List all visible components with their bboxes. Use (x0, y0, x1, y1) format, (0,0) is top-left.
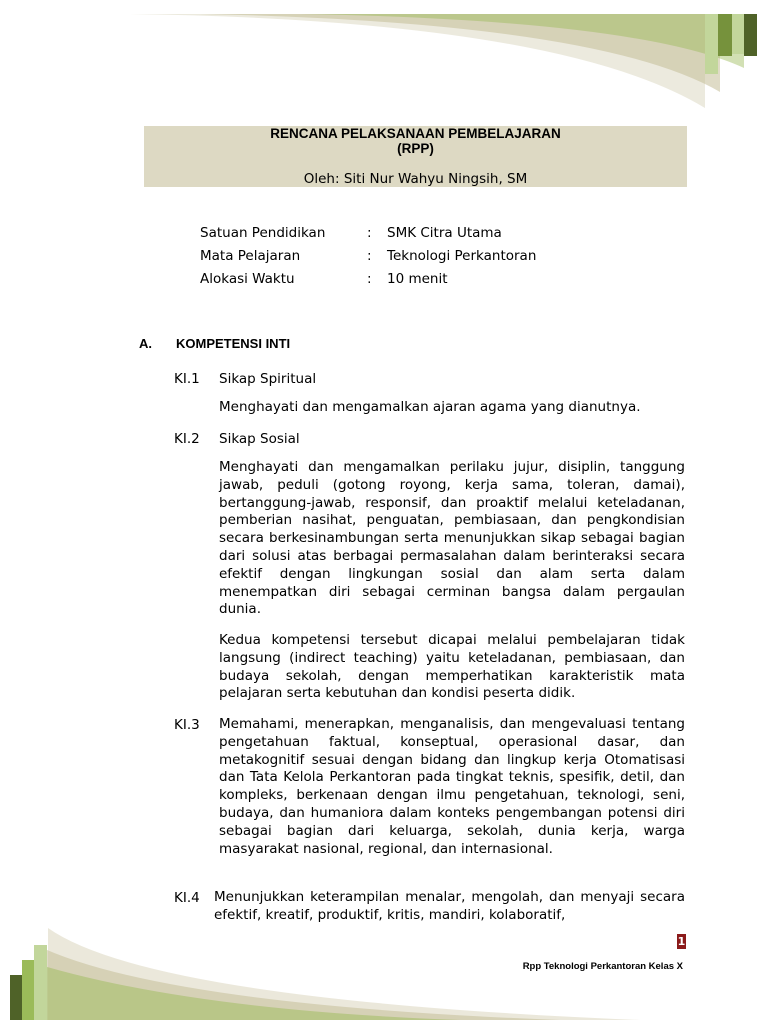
info-value: 10 menit (387, 271, 448, 287)
footer-text: Rpp Teknologi Perkantoran Kelas X (522, 961, 683, 972)
info-value: Teknologi Perkantoran (387, 248, 537, 264)
author-line: Oleh: Siti Nur Wahyu Ningsih, SM (303, 171, 528, 187)
ki2-text-2: Kedua kompetensi tersebut dicapai melalui pembelajaran tidak langsung (indirect teaching) yaitu keteladanan, pembiasaan, dan budaya sekolah, dengan memperhatikan karakteristik mata pelajaran serta kebutuhan dan kondisi peserta didik. (219, 632, 685, 702)
page-number: 1 (677, 935, 686, 948)
ki3-number: KI.3 (174, 717, 200, 733)
document-title: RENCANA PELAKSANAAN PEMBELAJARAN (270, 126, 561, 141)
info-colon: : (367, 248, 372, 264)
ki4-text: Menunjukkan keterampilan menalar, mengolah, dan menyaji secara efektif, kreatif, produktif, kritis, mandiri, kolaboratif, (214, 889, 685, 923)
ki1-number: KI.1 (174, 371, 200, 387)
info-label: Mata Pelajaran (200, 248, 301, 264)
ki2-text: Menghayati dan mengamalkan perilaku jujur, disiplin, tanggung jawab, peduli (gotong royong, kerja sama, toleran, damai), bertanggung-jawab, responsif, dan proaktif melalui keteladanan, pemberian nasihat, penguatan, pembiasaan, dan pengkondisian secara berkesinambungan serta menunjukkan sikap sebagai bagian dari solusi atas berbagai permasalahan dalam berinteraksi secara efektif dengan lingkungan sosial dan alam serta dalam menempatkan diri sebagai cerminan bangsa dalam pergaulan dunia. (219, 459, 685, 618)
info-colon: : (367, 225, 372, 241)
section-letter: A. (139, 336, 152, 351)
info-label: Satuan Pendidikan (200, 225, 326, 241)
ki1-text: Menghayati dan mengamalkan ajaran agama yang dianutnya. (219, 399, 641, 415)
ki3-text: Memahami, menerapkan, menganalisis, dan mengevaluasi tentang pengetahuan faktual, konseptual, operasional dasar, dan metakognitif sesuai dengan bidang dan lingkup kerja Otomatisasi dan Tata Kelola Perkantoran pada tingkat teknis, spesifik, detil, dan kompleks, berkenaan dengan ilmu pengetahuan, teknologi, seni, budaya, dan humaniora dalam konteks pengembangan potensi diri sebagai bagian dari keluarga, sekolah, dunia kerja, warga masyarakat nasional, regional, dan internasional. (219, 716, 685, 857)
title-box (144, 126, 687, 187)
ki2-number: KI.2 (174, 431, 200, 447)
bottom-swoosh-decoration (10, 928, 640, 1020)
ki1-title: Sikap Spiritual (219, 371, 317, 387)
section-title: KOMPETENSI INTI (176, 336, 291, 351)
info-colon: : (367, 271, 372, 287)
info-value: SMK Citra Utama (387, 225, 502, 241)
info-label: Alokasi Waktu (200, 271, 295, 287)
ki4-number: KI.4 (174, 890, 200, 906)
ki2-title: Sikap Sosial (219, 431, 300, 447)
document-subtitle: (RPP) (397, 141, 434, 156)
top-swoosh-decoration (130, 14, 757, 108)
